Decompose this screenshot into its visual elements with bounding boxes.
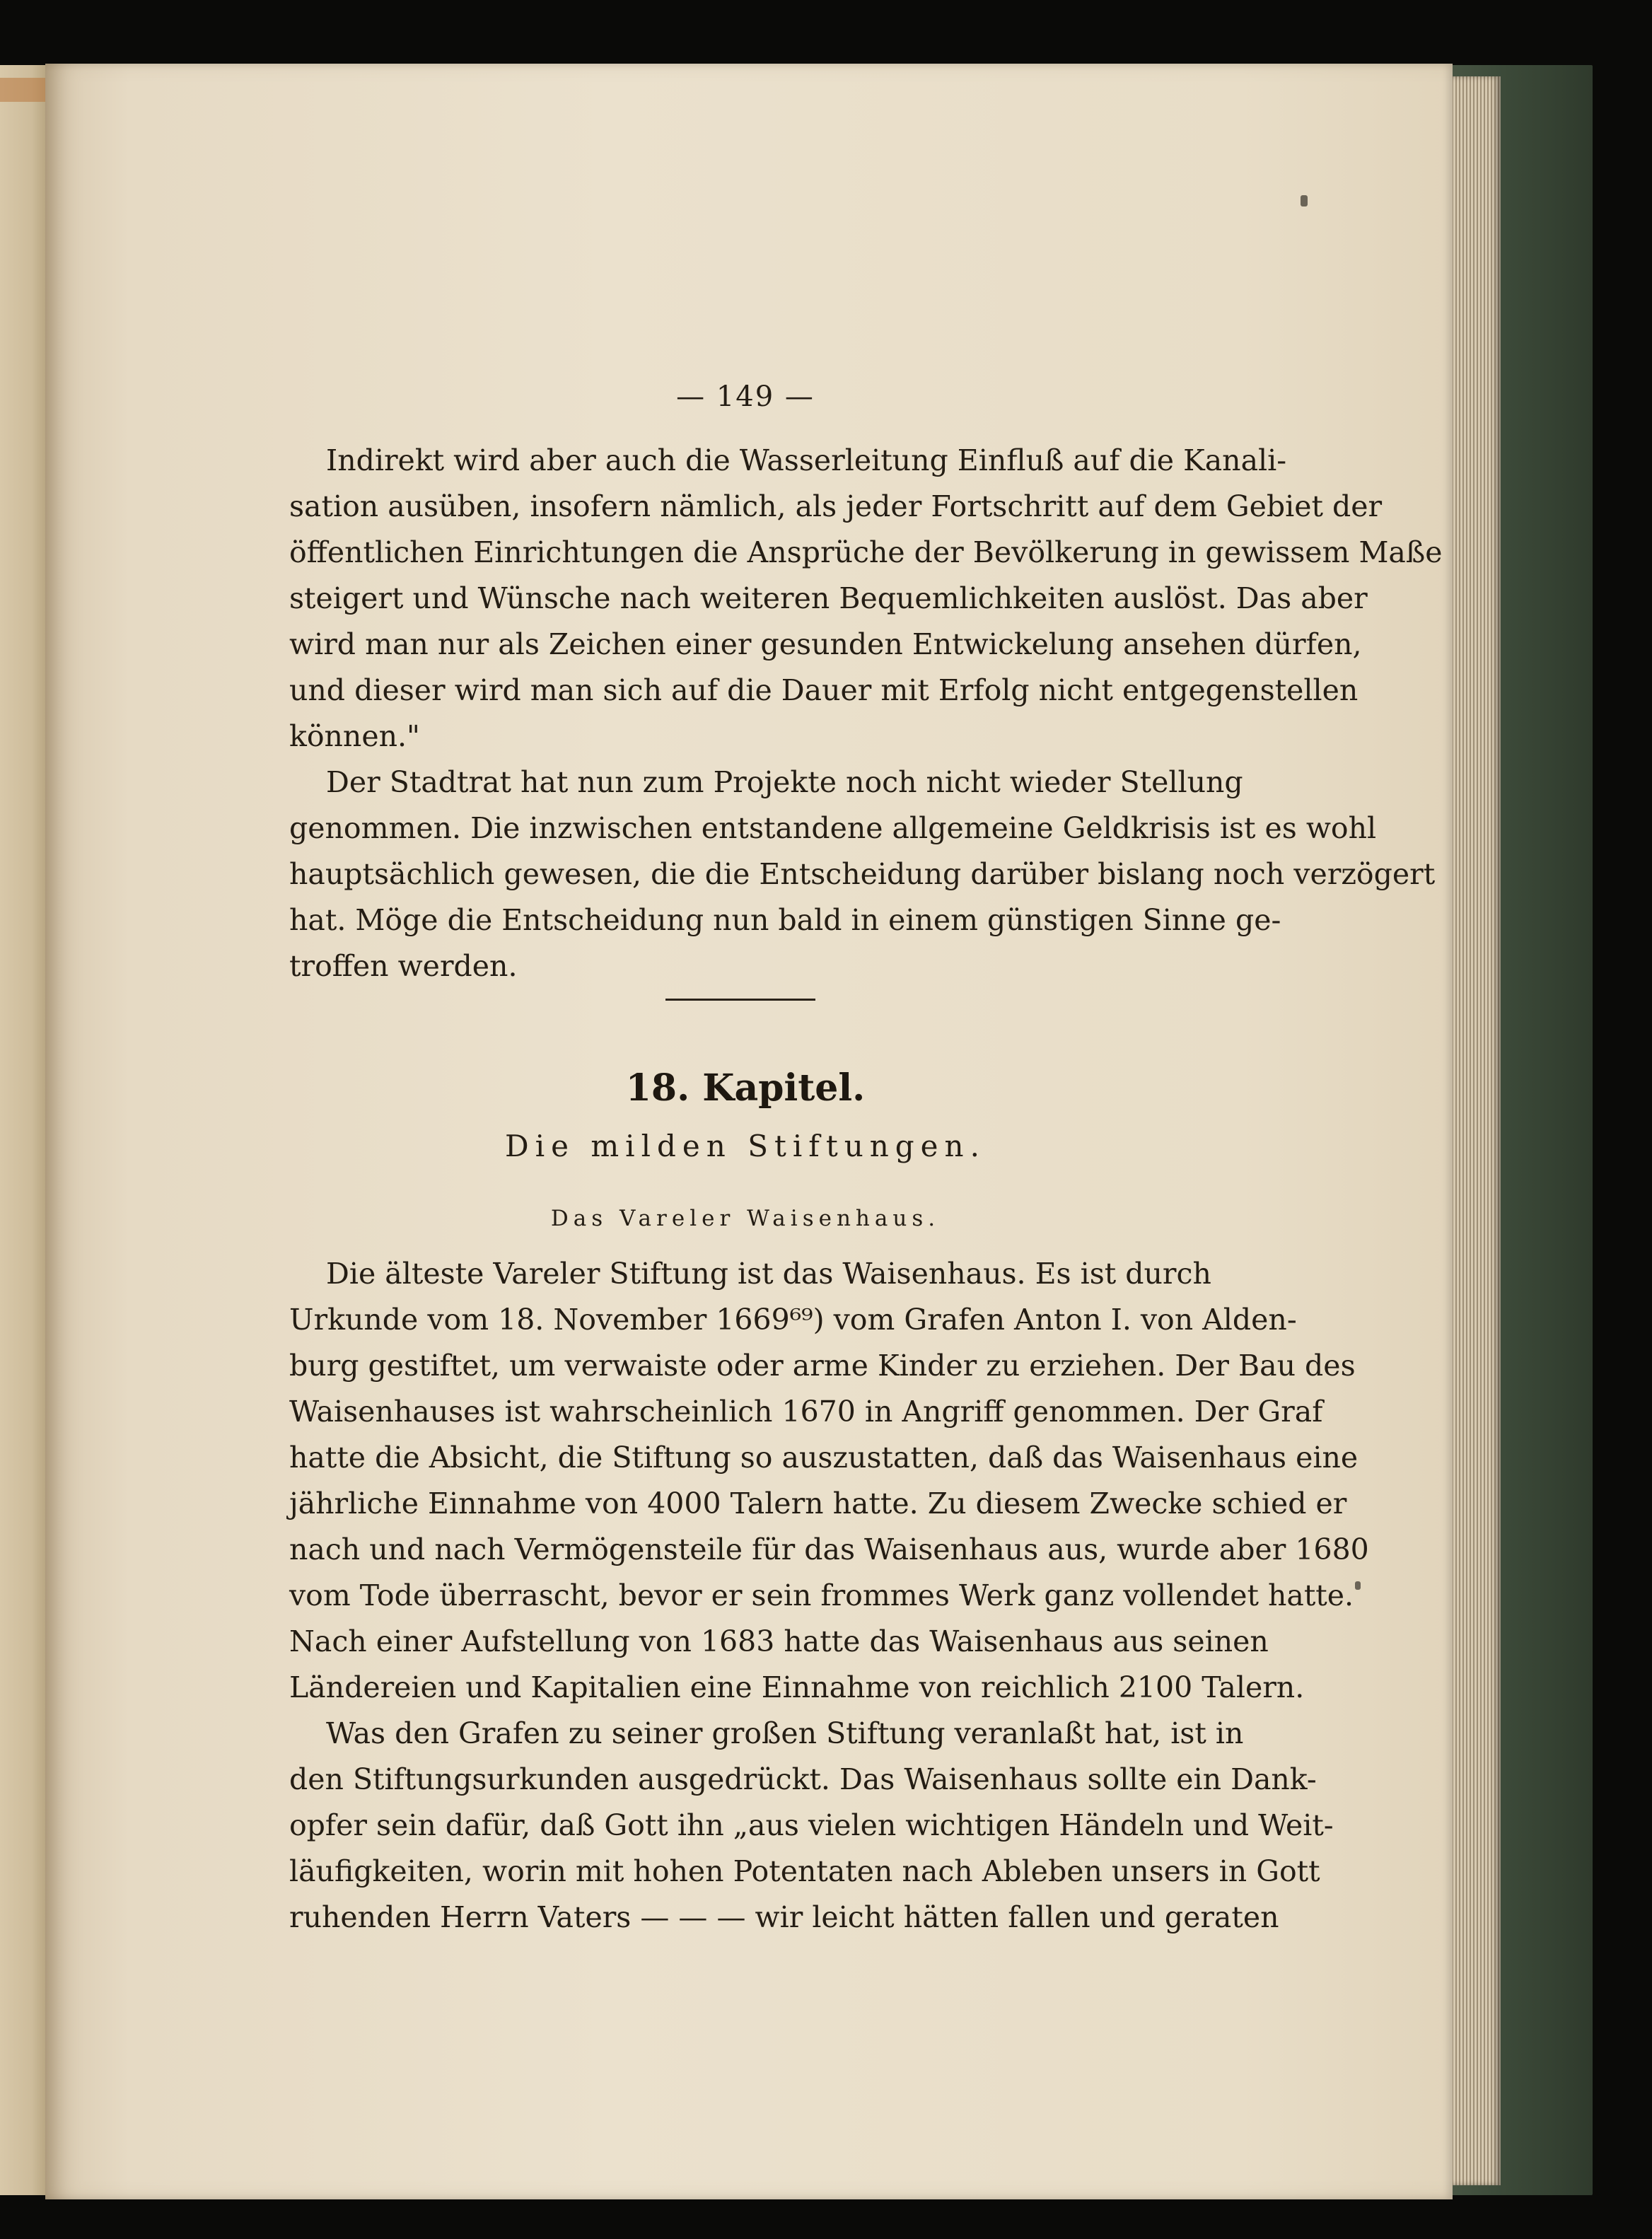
text-line: opfer sein dafür, daß Gott ihn „aus vielen wichtigen Händeln und Weit-: [289, 1808, 1334, 1842]
text-line: jährliche Einnahme von 4000 Talern hatte. Zu diesem Zwecke schied er: [289, 1487, 1347, 1520]
facing-page: [0, 65, 45, 2195]
text-line: Nach einer Aufstellung von 1683 hatte das Waisenhaus aus seinen: [289, 1624, 1269, 1658]
text-line: Was den Grafen zu seiner großen Stiftung veranlaßt hat, ist in: [326, 1716, 1244, 1750]
page-edges: [1450, 76, 1501, 2185]
text-line: können.": [289, 719, 420, 753]
text-line: den Stiftungsurkunden ausgedrückt. Das Waisenhaus sollte ein Dank-: [289, 1762, 1317, 1796]
text-line: öffentlichen Einrichtungen die Ansprüche der Bevölkerung in gewissem Maße: [289, 535, 1443, 569]
text-line: hatte die Absicht, die Stiftung so auszustatten, daß das Waisenhaus eine: [289, 1441, 1359, 1475]
chapter-subtitle: Die milden Stiftungen.: [505, 1129, 986, 1163]
speck: [1301, 195, 1308, 207]
text-line: nach und nach Vermögensteile für das Waisenhaus aus, wurde aber 1680: [289, 1533, 1369, 1566]
chapter-title: 18. Kapitel.: [625, 1066, 866, 1110]
text-line: und dieser wird man sich auf die Dauer mit Erfolg nicht entgegenstellen: [289, 673, 1359, 707]
text-line: genommen. Die inzwischen entstandene allgemeine Geldkrisis ist es wohl: [289, 811, 1377, 845]
text-line: sation ausüben, insofern nämlich, als jeder Fortschritt auf dem Gebiet der: [289, 489, 1383, 523]
text-line: Die älteste Vareler Stiftung ist das Waisenhaus. Es ist durch: [326, 1257, 1211, 1291]
text-line: Waisenhauses ist wahrscheinlich 1670 in Angriff genommen. Der Graf: [289, 1395, 1323, 1429]
text-line: burg gestiftet, um verwaiste oder arme Kinder zu erziehen. Der Bau des: [289, 1349, 1356, 1383]
page-number: — 149 —: [676, 380, 815, 413]
text-line: läufigkeiten, worin mit hohen Potentaten nach Ableben unsers in Gott: [289, 1854, 1320, 1888]
text-line: ruhenden Herrn Vaters — — — wir leicht hätten fallen und geraten: [289, 1900, 1279, 1934]
text-line: Der Stadtrat hat nun zum Projekte noch nicht wieder Stellung: [326, 765, 1243, 799]
text-line: Indirekt wird aber auch die Wasserleitung Einfluß auf die Kanali-: [326, 443, 1287, 477]
section-divider: [665, 999, 815, 1001]
text-line: steigert und Wünsche nach weiteren Bequemlichkeiten auslöst. Das aber: [289, 581, 1368, 615]
page: [45, 64, 1453, 2199]
text-line: troffen werden.: [289, 949, 518, 983]
text-line: vom Tode überrascht, bevor er sein frommes Werk ganz vollendet hatte.: [289, 1578, 1354, 1612]
text-line: hauptsächlich gewesen, die die Entscheidung darüber bislang noch verzögert: [289, 857, 1436, 891]
text-line: wird man nur als Zeichen einer gesunden Entwickelung ansehen dürfen,: [289, 627, 1362, 661]
text-line: hat. Möge die Entscheidung nun bald in einem günstigen Sinne ge-: [289, 903, 1281, 937]
section-title: Das Vareler Waisenhaus.: [550, 1206, 941, 1231]
text-line: Urkunde vom 18. November 1669⁶⁹) vom Grafen Anton I. von Alden-: [289, 1303, 1297, 1337]
speck: [1355, 1581, 1361, 1590]
facing-page-tab: [0, 78, 50, 102]
text-line: Ländereien und Kapitalien eine Einnahme von reichlich 2100 Talern.: [289, 1670, 1305, 1704]
